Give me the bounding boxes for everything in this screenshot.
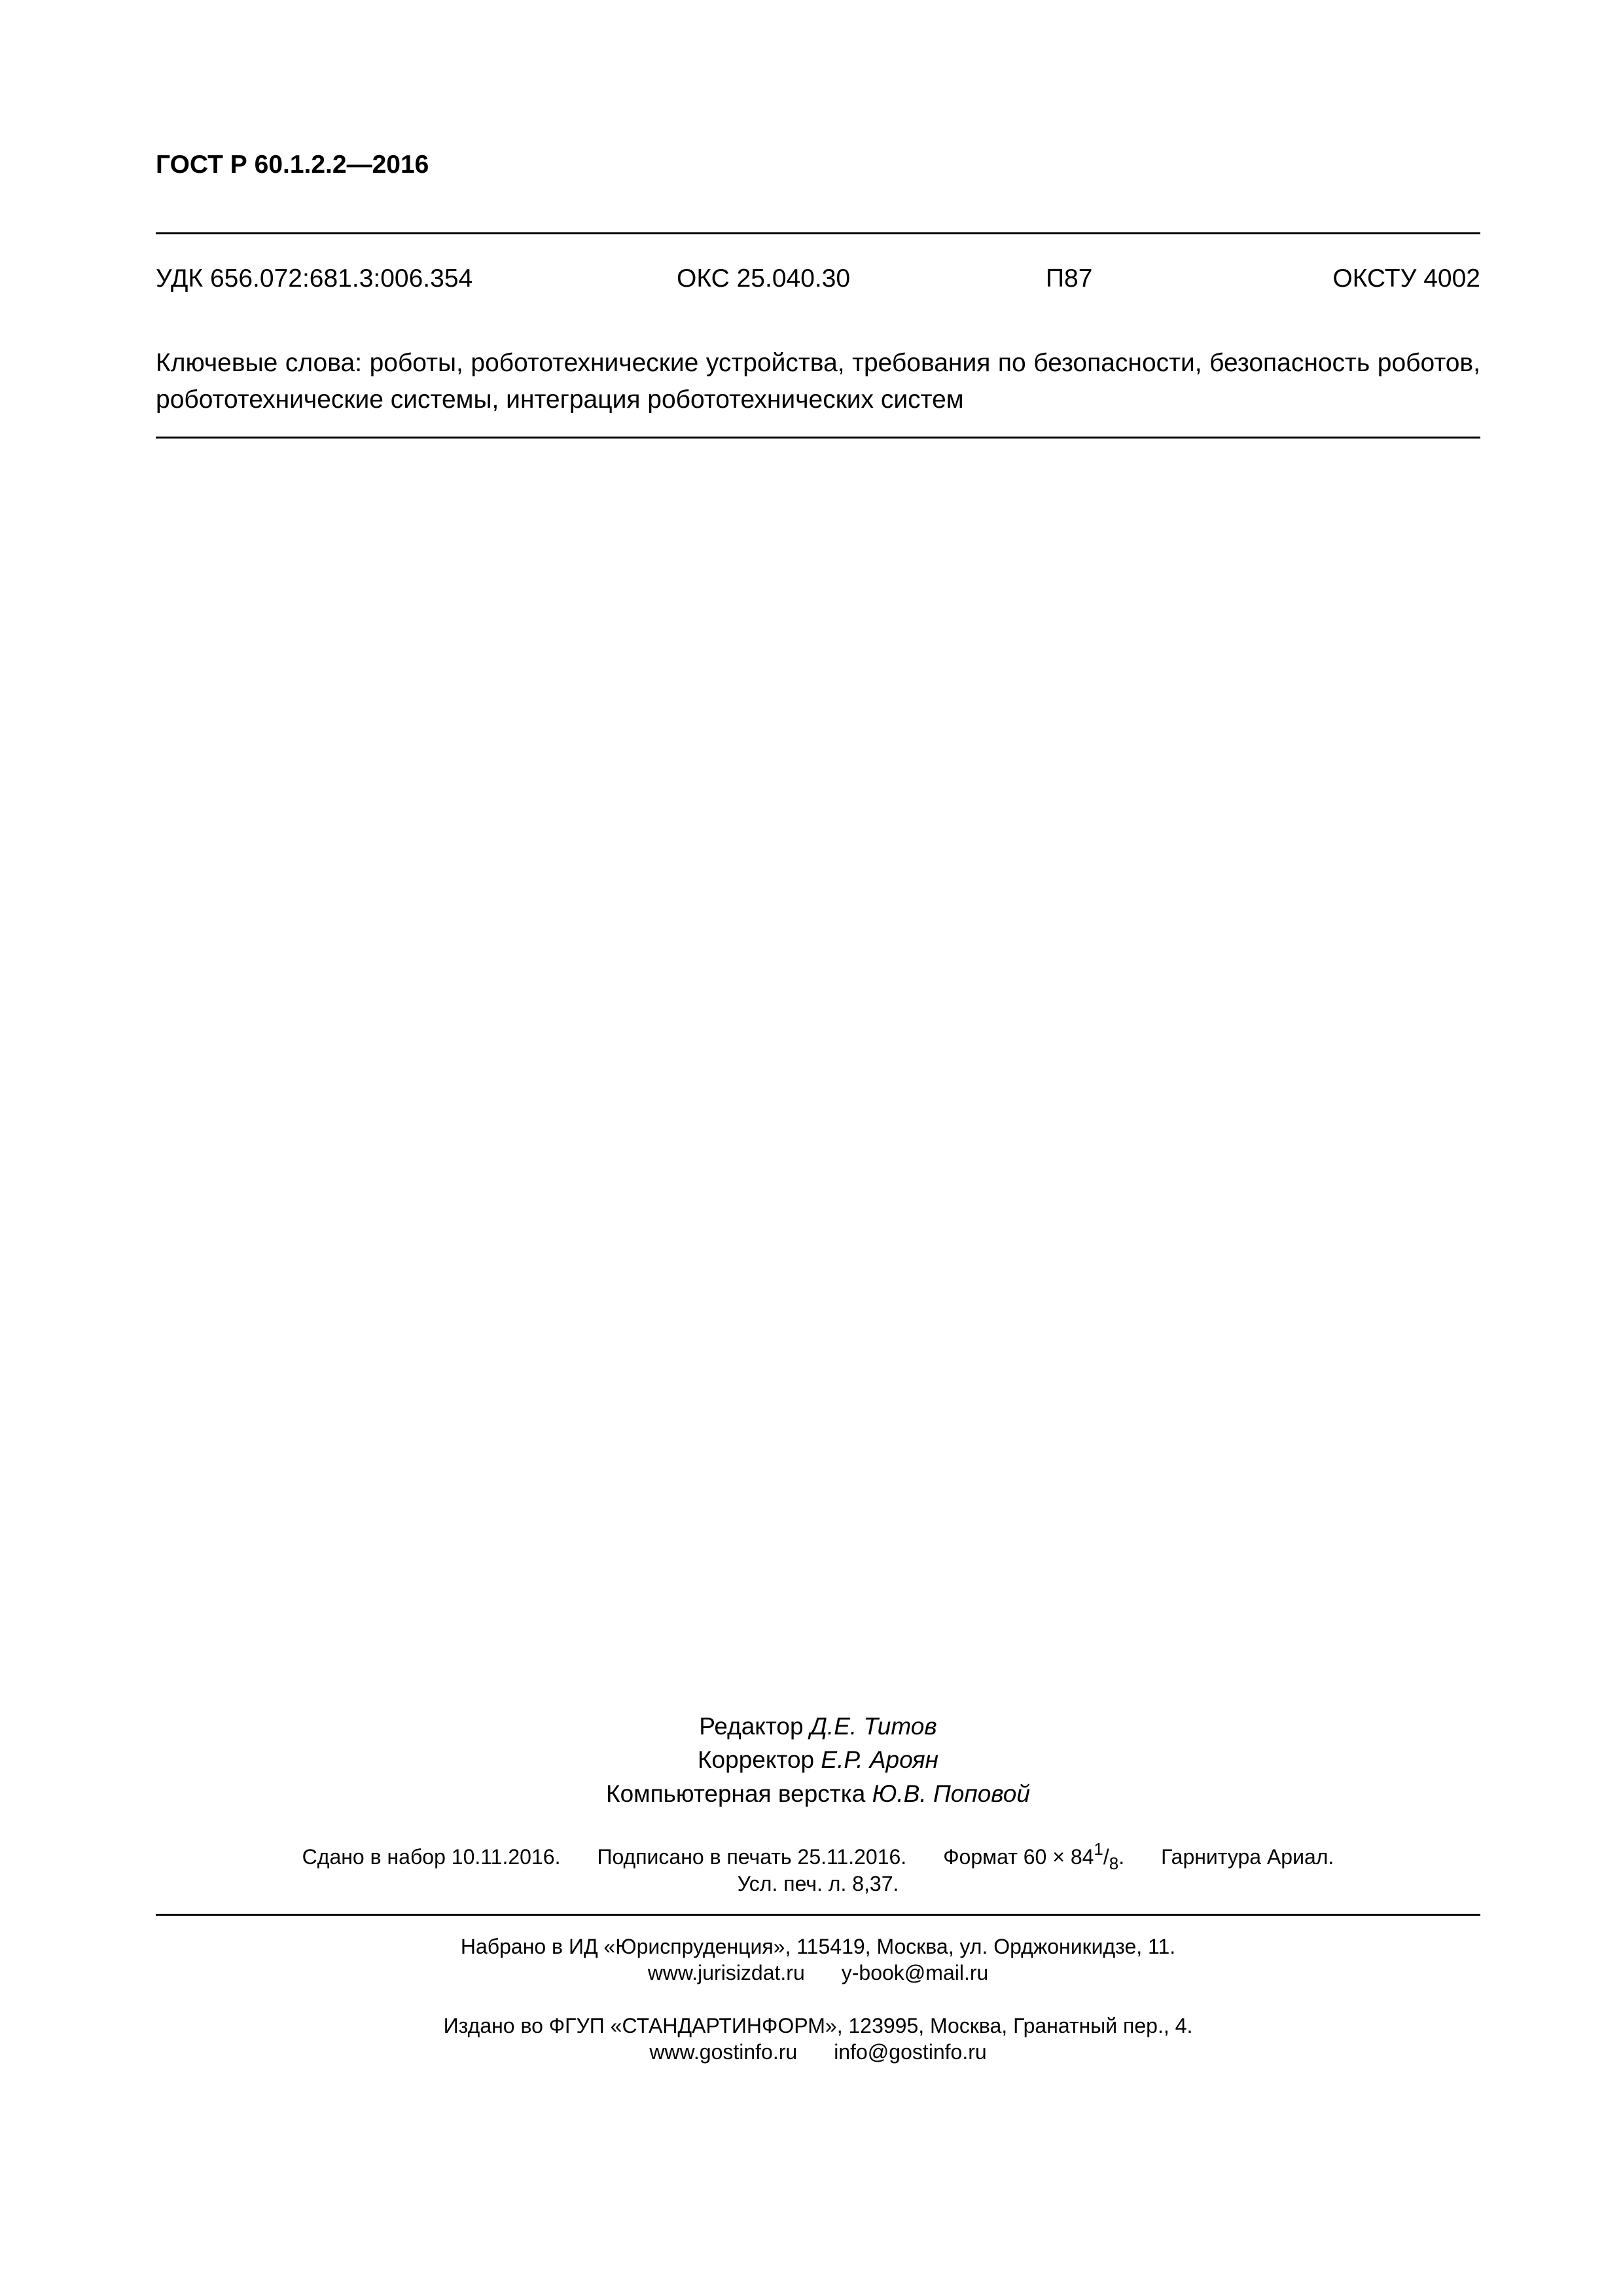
paper-format: Формат $60 \times 84^1/_8$. [943, 1839, 1125, 1873]
publisher-contacts [156, 2039, 1480, 2065]
okstu-code: ОКСТУ 4002 [1332, 264, 1480, 293]
sheets-count: Усл. печ. л. 8,37. [737, 1872, 899, 1895]
divider-top [156, 232, 1480, 234]
submitted-date: Сдано в набор 10.11.2016. [302, 1845, 561, 1869]
udc-code: УДК 656.072:681.3:006.354 [156, 264, 473, 293]
editor-name: Д.Е. Титов [810, 1713, 937, 1740]
typeset-website[interactable]: www.jurisizdat.ru [647, 1961, 805, 1984]
divider-keywords [156, 437, 1480, 439]
divider-bottom [156, 1914, 1480, 1916]
layout-label: Компьютерная верстка [606, 1780, 866, 1807]
corrector-name: Е.Р. Ароян [821, 1746, 939, 1773]
credit-layout [156, 1778, 1480, 1810]
credit-corrector [156, 1744, 1480, 1776]
typeset-contacts [156, 1960, 1480, 1986]
layout-name: Ю.В. Поповой [872, 1780, 1030, 1807]
corrector-label: Корректор [697, 1746, 815, 1773]
classification-row [156, 260, 1480, 297]
typeface: Гарнитура Ариал. [1161, 1845, 1334, 1869]
credit-editor [156, 1710, 1480, 1743]
typeset-info: Набрано в ИД «Юриспруденция», 115419, Москва, ул. Орджоникидзе, 11. [460, 1935, 1176, 1958]
oks-code: ОКС 25.040.30 [677, 264, 851, 293]
standard-code: ГОСТ Р 60.1.2.2—2016 [156, 151, 429, 179]
p-code: П87 [1046, 264, 1093, 293]
typeset-email[interactable]: y-book@mail.ru [841, 1961, 989, 1984]
keywords: Ключевые слова: роботы, робототехнические устройства, требования по безопасности, безопасность роботов, робототехнические системы, интеграция робототехнических систем [156, 349, 1480, 414]
editor-label: Редактор [699, 1713, 804, 1740]
publisher-email[interactable]: info@gostinfo.ru [834, 2040, 987, 2064]
print-info-row [156, 1839, 1480, 1873]
publisher-website[interactable]: www.gostinfo.ru [649, 2040, 798, 2064]
publisher-info: Издано во ФГУП «СТАНДАРТИНФОРМ», 123995, Москва, Гранатный пер., 4. [443, 2014, 1193, 2037]
signed-date: Подписано в печать 25.11.2016. [597, 1845, 907, 1869]
